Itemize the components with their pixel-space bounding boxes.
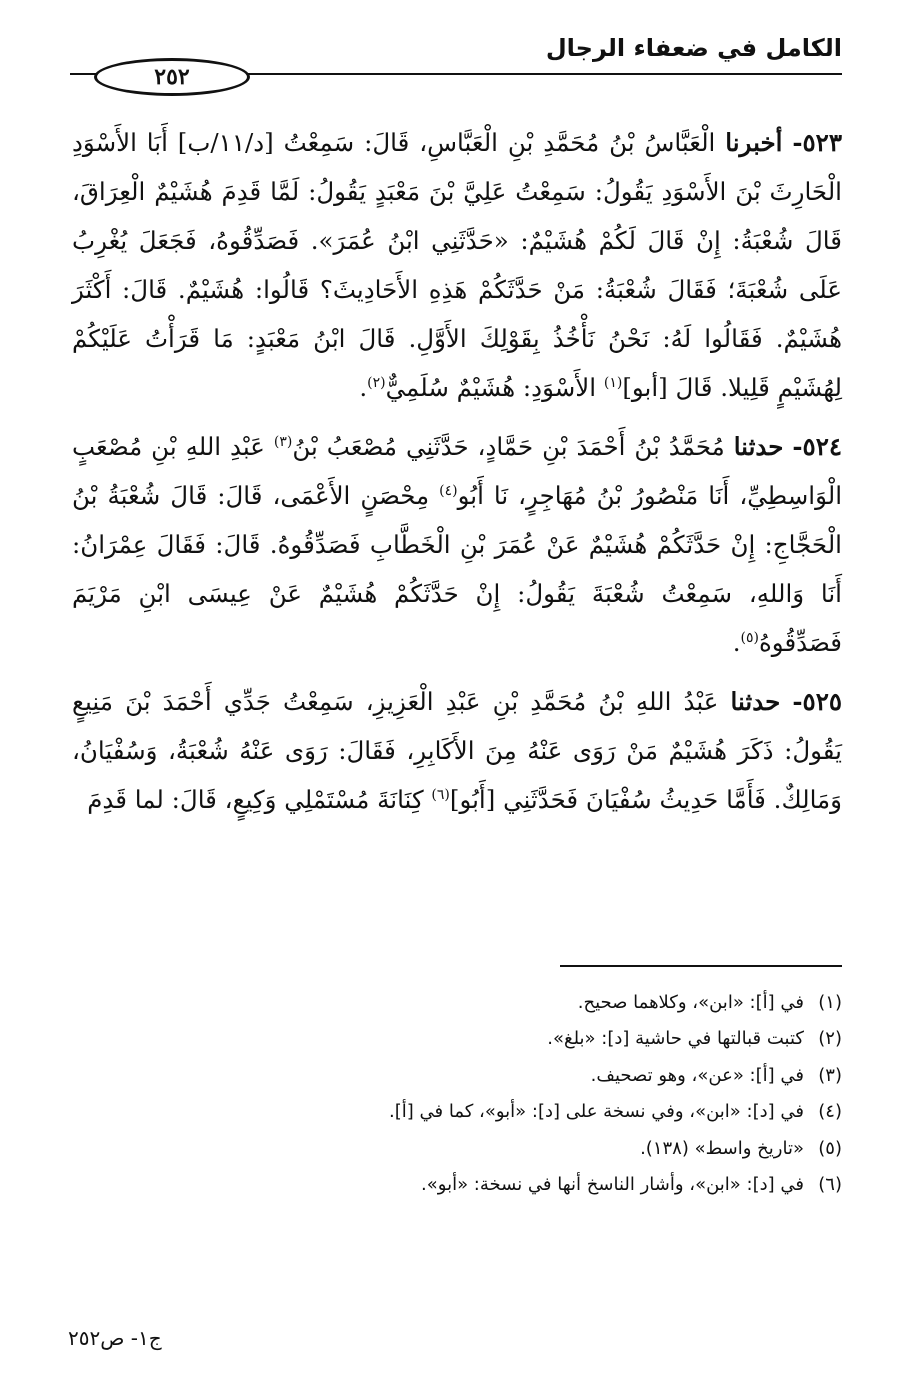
page-number-badge: [94, 58, 250, 96]
footnote-text: في [أ]: «عن»، وهو تصحيف.: [590, 1064, 804, 1086]
entry-keyword: أخبرنا: [725, 128, 783, 157]
footnote-marker: (١): [603, 374, 623, 391]
footnote-number: (١): [818, 992, 842, 1013]
folio: ج١- ص٢٥٢: [68, 1326, 162, 1350]
entry-text: الأَسْوَدِ: هُشَيْمٌ سُلَمِيٌّ: [385, 373, 597, 402]
footnote-marker: (٤): [439, 482, 458, 499]
footnote-text: «تاريخ واسط» (١٣٨).: [640, 1137, 804, 1159]
footnote-number: (٦): [818, 1174, 842, 1196]
entry-text: مِحْصَنٍ الأَعْمَى، قَالَ: قَالَ شُعْبَةُ بْنُ الْحَجَّاجِ: إِنْ حَدَّثَكُمْ هُشَيْمٌ عَنْ عُمَرَ بْنِ الْخَطَّابِ فَصَدِّقُوهُ. قَالَ: فَقَالَ عِمْرَانُ: أَنَا وَاللهِ، سَمِعْتُ شُعْبَةَ يَقُولُ: إِنْ حَدَّثَكُمْ هُشَيْمٌ عَنْ عِيسَى ابْنِ مَرْيَمَ فَصَدِّقُوهُ: [72, 481, 842, 657]
footnote-text: في [د]: «ابن»، وأشار الناسخ أنها في نسخة: «أبو».: [421, 1174, 804, 1196]
entry-text: .: [732, 628, 741, 657]
page-number: ٢٥٢: [154, 64, 190, 90]
entry-text: مُحَمَّدُ بْنُ أَحْمَدَ بْنِ حَمَّادٍ، حَدَّثَنِي مُصْعَبُ بْنُ: [292, 432, 725, 461]
entry-number: ٥٢٤-: [792, 432, 843, 461]
footnote: [72, 1058, 842, 1094]
entry-keyword: حدثنا: [733, 432, 784, 461]
entry-text: الْعَبَّاسُ بْنُ مُحَمَّدِ بْنِ الْعَبَّاسِ، قَالَ: سَمِعْتُ [د/١١/ب] أَبَا الأَسْوَدِ الْحَارِثَ بْنَ الأَسْوَدِ يَقُولُ: سَمِعْتُ عَلِيَّ بْنَ مَعْبَدٍ يَقُولُ: لَمَّا قَدِمَ هُشَيْمٌ الْعِرَاقَ، قَالَ شُعْبَةُ: إِنْ قَالَ لَكُمْ هُشَيْمٌ: «حَدَّثَنِي ابْنُ عُمَرَ». فَصَدِّقُوهُ، فَجَعَلَ يُغْرِبُ عَلَى شُعْبَةَ؛ فَقَالَ شُعْبَةُ: مَنْ حَدَّثَكُمْ هَذِهِ الأَحَادِيثَ؟ قَالُوا: هُشَيْمٌ. قَالَ: أَكْثَرَ هُشَيْمٌ. فَقَالُوا لَهُ: نَحْنُ نَأْخُذُ بِقَوْلِكَ الأَوَّلِ. قَالَ ابْنُ مَعْبَدٍ: مَا قَرَأْتُ عَلَيْكُمْ لِهُشَيْمٍ قَلِيلا. قَالَ [أبو]: [72, 128, 842, 402]
footnote: [72, 985, 842, 1021]
entry-text: عَبْدِ اللهِ بْنِ مُصْعَبٍ الْوَاسِطِيِّ، أَنَا مَنْصُورُ بْنُ مُهَاجِرٍ، نَا أَبُو: [72, 432, 843, 510]
entry-number: ٥٢٣-: [792, 128, 842, 157]
entry-text: كِنَانَةَ مُسْتَمْلِي وَكِيعٍ، قَالَ: لما قَدِمَ: [87, 785, 424, 814]
main-text: [72, 118, 842, 834]
entry-523: [72, 118, 842, 412]
footnote-marker: (٢): [367, 374, 386, 391]
footnote-number: (٢): [818, 1028, 842, 1050]
footnote-text: في [د]: «ابن»، وفي نسخة على [د]: «أبو»، كما في [أ].: [389, 1101, 804, 1123]
entry-text: عَبْدُ اللهِ بْنُ مُحَمَّدِ بْنِ عَبْدِ الْعَزِيزِ، سَمِعْتُ جَدِّي أَحْمَدَ بْنَ مَنِيعٍ يَقُولُ: ذَكَرَ هُشَيْمٌ مَنْ رَوَى عَنْهُ مِنَ الأَكَابِرِ، فَقَالَ: رَوَى عَنْهُ شُعْبَةُ، وَسُفْيَانُ، وَمَالِكٌ. فَأَمَّا حَدِيثُ سُفْيَانَ فَحَدَّثَنِي [أَبُو]: [72, 687, 842, 814]
entry-text: .: [359, 373, 368, 402]
footnote-number: (٤): [818, 1101, 842, 1123]
entry-keyword: حدثنا: [730, 687, 781, 716]
footnotes: [72, 985, 842, 1203]
footnote-marker: (٣): [273, 433, 293, 450]
footnote: [72, 1094, 842, 1130]
footnote-rule: [560, 965, 842, 967]
entry-524: [72, 422, 842, 667]
footnote-marker: (٥): [740, 629, 759, 646]
footnote-number: (٥): [818, 1137, 842, 1159]
running-title: الكامل في ضعفاء الرجال: [545, 34, 842, 62]
footnote-text: في [أ]: «ابن»، وكلاهما صحيح.: [577, 992, 804, 1013]
footnote-number: (٣): [818, 1064, 842, 1086]
footnote: [72, 1167, 842, 1203]
footnote: [72, 1131, 842, 1167]
footnote: [72, 1021, 842, 1057]
entry-525: [72, 677, 842, 824]
entry-number: ٥٢٥-: [792, 687, 843, 716]
footnote-marker: (٦): [431, 786, 450, 803]
footnote-text: كتبت قبالتها في حاشية [د]: «بلغ».: [547, 1028, 804, 1050]
